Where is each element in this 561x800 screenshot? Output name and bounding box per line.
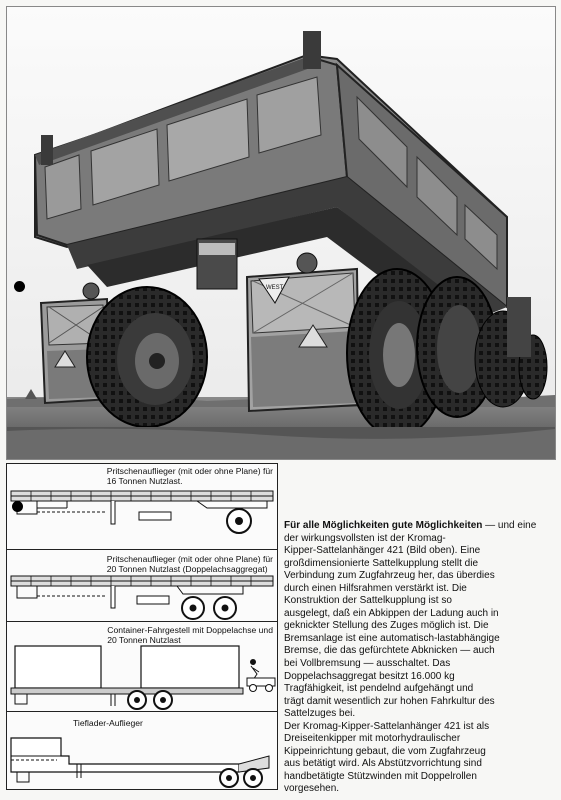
article-line: ausgelegt, daß ein Abkippen der Ladung auch in bbox=[284, 607, 499, 619]
caption-line: 20 Tonnen Nutzlast (Doppelachsaggregat) bbox=[106, 564, 268, 574]
caption-line: Pritschenauflieger (mit oder ohne Plane) für bbox=[106, 466, 273, 476]
article-line: Doppelachsaggregat besitzt 16.000 kg bbox=[284, 670, 455, 682]
bullet-marker bbox=[12, 501, 23, 512]
article-line: und eine der wirkungsvollsten ist der Kromag- bbox=[284, 520, 537, 544]
diagram-container-chassis bbox=[7, 622, 277, 712]
article-line: großdimensionierte Sattelkupplung stellt die bbox=[284, 557, 478, 569]
article-line: Dreiseitenkipper mit motorhydraulischer bbox=[284, 733, 461, 745]
article-line: Verbindung zum Zugfahrzeug her, das überdies bbox=[284, 570, 495, 582]
article-line: geknickter Stellung des Zuges möglich ist. Die bbox=[284, 620, 489, 632]
article-line: handbetätigte Stützwinden mit Doppelrollen bbox=[284, 770, 477, 782]
diagram-caption bbox=[73, 718, 143, 728]
diagram-caption bbox=[107, 625, 273, 645]
diagram-caption bbox=[107, 466, 273, 486]
diagram-flatbed-20t bbox=[7, 550, 277, 622]
caption-line: Tieflader-Auflieger bbox=[73, 718, 143, 728]
article-line: Bremse, die das gefürchtete Abknicken — auch bbox=[284, 645, 495, 657]
caption-line: Container-Fahrgestell mit Doppelachse und bbox=[107, 625, 273, 635]
diagram-lowloader bbox=[7, 712, 277, 789]
article-line: vorgesehen. bbox=[284, 783, 340, 795]
bullet-marker bbox=[14, 281, 25, 292]
article-heading: Für alle Möglichkeiten gute Möglichkeiten bbox=[284, 520, 483, 531]
article-line: trägt damit wesentlich zur hohen Fahrkultur des bbox=[284, 695, 495, 707]
tipper-trailer-illustration bbox=[7, 7, 555, 459]
trailer-diagrams-box bbox=[6, 463, 278, 790]
article-line: Sattelzuges bei. bbox=[284, 708, 356, 720]
article-first-line: Für alle Möglichkeiten gute Möglichkeiten — und eine der wirkungsvollsten ist der Kromag- bbox=[284, 520, 537, 544]
article-line: Bremsanlage ist eine automatisch-lastabhängige bbox=[284, 632, 500, 644]
trailer-photo bbox=[6, 6, 556, 460]
caption-line: 16 Tonnen Nutzlast. bbox=[106, 476, 183, 486]
article-line: Kippeinrichtung gebaut, die vom Zugfahrzeug bbox=[284, 745, 486, 757]
diagram-flatbed-16t bbox=[7, 464, 277, 550]
article-line: Konstruktion der Sattelkupplung ist so bbox=[284, 595, 452, 607]
article-line: Tragfähigkeit, ist pendelnd aufgehängt und bbox=[284, 683, 474, 695]
article-line: Kipper-Sattelanhänger 421 (Bild oben). Eine bbox=[284, 545, 481, 557]
plate-text: WEST bbox=[266, 285, 284, 291]
article-text bbox=[284, 520, 547, 796]
article-line: aus betätigt wird. Als Abstützvorrichtung sind bbox=[284, 758, 482, 770]
article-line: bei Vollbremsung — ausschaltet. Das bbox=[284, 658, 451, 670]
caption-line: Pritschenauflieger (mit oder ohne Plane) für bbox=[106, 554, 273, 564]
diagram-caption bbox=[107, 554, 273, 574]
article-line: durch einen Hilfsrahmen verstärkt ist. Die bbox=[284, 582, 467, 594]
caption-line: 20 Tonnen Nutzlast bbox=[107, 635, 181, 645]
article-line: Der Kromag-Kipper-Sattelanhänger 421 ist als bbox=[284, 720, 490, 732]
